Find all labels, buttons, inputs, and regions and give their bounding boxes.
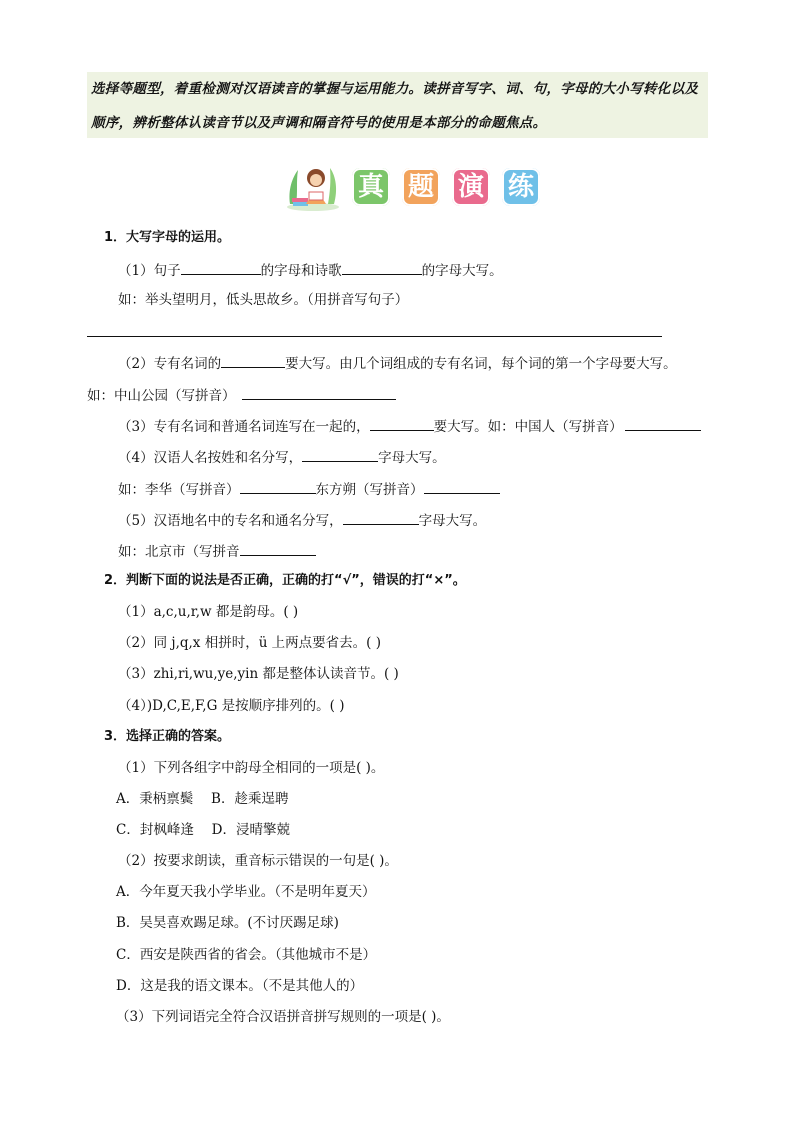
q1-s3-blank-2[interactable]: [625, 416, 701, 431]
q3-p1: （1）下列各组字中韵母全相同的一项是( )。: [118, 760, 385, 776]
q2-item-2: （2）同 j,q,x 相拼时，ü 上两点要省去。( ): [118, 635, 382, 651]
intro-line-1: 选择等题型，着重检测对汉语读音的掌握与运用能力。读拼音写字、词、句，字母的大小写转化以及: [91, 81, 699, 97]
q3-p1-options-ab: A．秉柄禀鬓 B．趁乘逞聘: [116, 791, 289, 807]
banner-tile-1: 真: [352, 168, 390, 206]
q1-s3-blank-1[interactable]: [370, 416, 434, 431]
q3-p2: （2）按要求朗读，重音标示错误的一句是( )。: [118, 853, 398, 869]
section-banner: [284, 160, 544, 212]
q1-s5-blank[interactable]: [343, 510, 419, 525]
q1-s2-example: [87, 385, 396, 405]
q1-s2-example-text: 如：中山公园（写拼音）: [87, 388, 236, 404]
q1-s4-example-text-a: 如：李华（写拼音）: [118, 482, 240, 498]
q3-p2-option-a: A．今年夏天我小学毕业。（不是明年夏天）: [116, 884, 376, 900]
q1-s5-text-a: （5）汉语地名中的专名和通名分写，: [118, 513, 343, 529]
q1-s3: [118, 416, 701, 436]
reading-girl-illustration: [284, 160, 342, 212]
q1-s2-text-b: 要大写。由几个词组成的专有名词，每个词的第一个字母要大写。: [285, 356, 677, 372]
q3-p2-option-d: D．这是我的语文课本。（不是其他人的）: [116, 978, 364, 994]
banner-tile-3: 演: [452, 168, 490, 206]
q1-s4-example-blank-2[interactable]: [424, 479, 500, 494]
q1-s1-blank-1[interactable]: [181, 260, 261, 275]
q1-s1-text-b: 的字母和诗歌: [260, 263, 342, 279]
q1-s1-blank-2[interactable]: [342, 260, 422, 275]
q1-title: 1．大写字母的运用。: [104, 230, 231, 245]
q1-s4-example-text-b: 东方朔（写拼音）: [315, 482, 424, 498]
q1-s4-example-blank-1[interactable]: [240, 479, 316, 494]
q3-p1-options-cd: C．封枫峰逢 D．浸晴擎兢: [116, 822, 290, 838]
q1-s3-text-a: （3）专有名词和普通名词连写在一起的，: [118, 419, 370, 435]
q1-s1-text-c: 的字母大写。: [421, 263, 503, 279]
q3-title: 3．选择正确的答案。: [104, 729, 231, 744]
q1-s2-example-blank[interactable]: [242, 385, 396, 400]
q3-p2-option-b: B．吴昊喜欢踢足球。(不讨厌踢足球): [116, 915, 339, 931]
q2-title: 2．判断下面的说法是否正确，正确的打“√”，错误的打“×”。: [104, 573, 466, 588]
q1-s1-text-a: （1）句子: [118, 263, 181, 279]
q1-s4-blank[interactable]: [302, 447, 378, 462]
q2-item-1: （1）a,c,u,r,w 都是韵母。( ): [118, 604, 299, 620]
q1-s5-example-blank[interactable]: [240, 541, 316, 556]
q1-s5-text-b: 字母大写。: [418, 513, 487, 529]
banner-tile-4: 练: [502, 168, 540, 206]
q1-s4: [118, 447, 446, 467]
q1-s3-text-b: 要大写。如：中国人（写拼音）: [433, 419, 623, 435]
q3-p3: （3）下列词语完全符合汉语拼音拼写规则的一项是( )。: [116, 1009, 450, 1025]
q1-s4-text-a: （4）汉语人名按姓和名分写，: [118, 450, 303, 466]
q1-s1: [118, 260, 503, 280]
intro-block: [87, 72, 708, 138]
q1-s4-example: [118, 479, 500, 499]
q3-p2-option-c: C．西安是陕西省的省会。（其他城市不是）: [116, 947, 377, 963]
q2-item-4: （4）)D,C,E,F,G 是按顺序排列的。( ): [118, 698, 345, 714]
q1-s2: [118, 353, 677, 373]
q2-item-3: （3）zhi,ri,wu,ye,yin 都是整体认读音节。( ): [118, 666, 399, 682]
q1-answer-line[interactable]: [87, 336, 662, 337]
q1-s2-blank[interactable]: [221, 353, 285, 368]
q1-s5: [118, 510, 486, 530]
banner-tile-2: 题: [402, 168, 440, 206]
q1-s4-text-b: 字母大写。: [378, 450, 446, 466]
q1-s1-example: 如：举头望明月，低头思故乡。（用拼音写句子）: [118, 292, 409, 308]
q1-s5-example: [118, 541, 316, 561]
q1-s2-text-a: （2）专有名词的: [118, 356, 222, 372]
intro-line-2: 顺序，辨析整体认读音节以及声调和隔音符号的使用是本部分的命题焦点。: [91, 115, 547, 131]
q1-s5-example-text: 如：北京市（写拼音: [118, 544, 240, 560]
